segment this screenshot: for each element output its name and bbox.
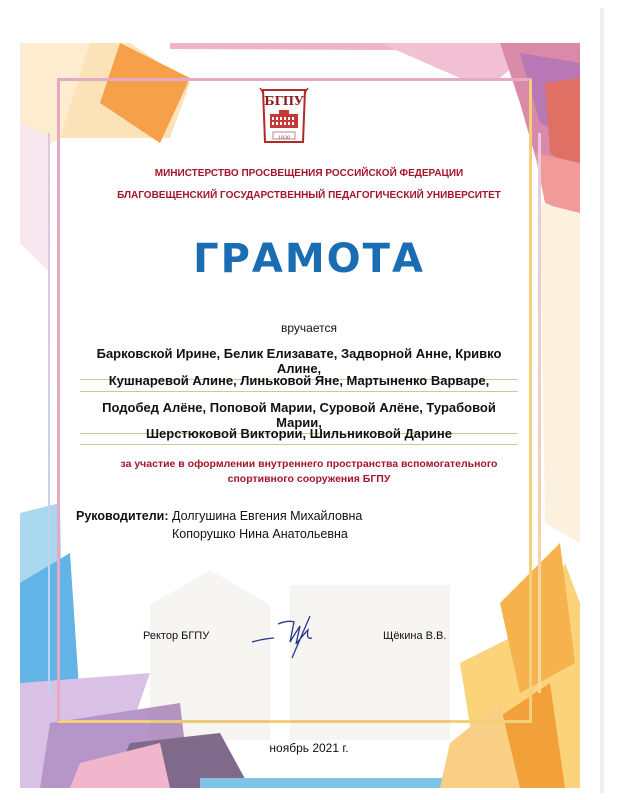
rector-title: Ректор БГПУ	[143, 630, 210, 642]
handwritten-signature	[250, 612, 340, 660]
scan-page-edge	[600, 8, 604, 793]
ministry-heading: МИНИСТЕРСТВО ПРОСВЕЩЕНИЯ РОССИЙСКОЙ ФЕДЕРАЦИИ	[154, 168, 464, 179]
recipients-line: Кушнаревой Алине, Линьковой Яне, Мартыненко Варваре,	[80, 373, 518, 392]
leader-name: Долгушина Евгения Михайловна	[172, 509, 363, 523]
logo-abbreviation: БГПУ	[264, 94, 304, 108]
frame-line-right	[538, 133, 541, 693]
issue-date: ноябрь 2021 г.	[269, 741, 349, 755]
logo-year: 1930	[277, 135, 291, 141]
university-heading: БЛАГОВЕЩЕНСКИЙ ГОСУДАРСТВЕННЫЙ ПЕДАГОГИЧЕСКИЙ УНИВЕРСИТЕТ	[117, 190, 501, 201]
award-verb: вручается	[281, 321, 337, 335]
recipients-line: Барковской Ирине, Белик Елизавате, Задворной Анне, Кривко Алине,	[80, 346, 518, 380]
award-reason-line: спортивного сооружения БГПУ	[227, 473, 391, 485]
award-reason-line: за участие в оформлении внутреннего пространства вспомогательного	[120, 458, 498, 470]
frame-line-left	[48, 133, 50, 693]
rector-name: Щёкина В.В.	[383, 630, 447, 642]
university-logo	[259, 86, 309, 148]
certificate-title: ГРАМОТА	[193, 236, 425, 282]
recipients-line: Подобед Алёне, Поповой Марии, Суровой Алёне, Турабовой Марии,	[80, 400, 518, 434]
leaders-label: Руководители:	[76, 509, 169, 523]
leader-name: Копорушко Нина Анатольевна	[172, 527, 348, 541]
recipients-line: Шерстюковой Виктории, Шильниковой Дарине	[80, 426, 518, 445]
